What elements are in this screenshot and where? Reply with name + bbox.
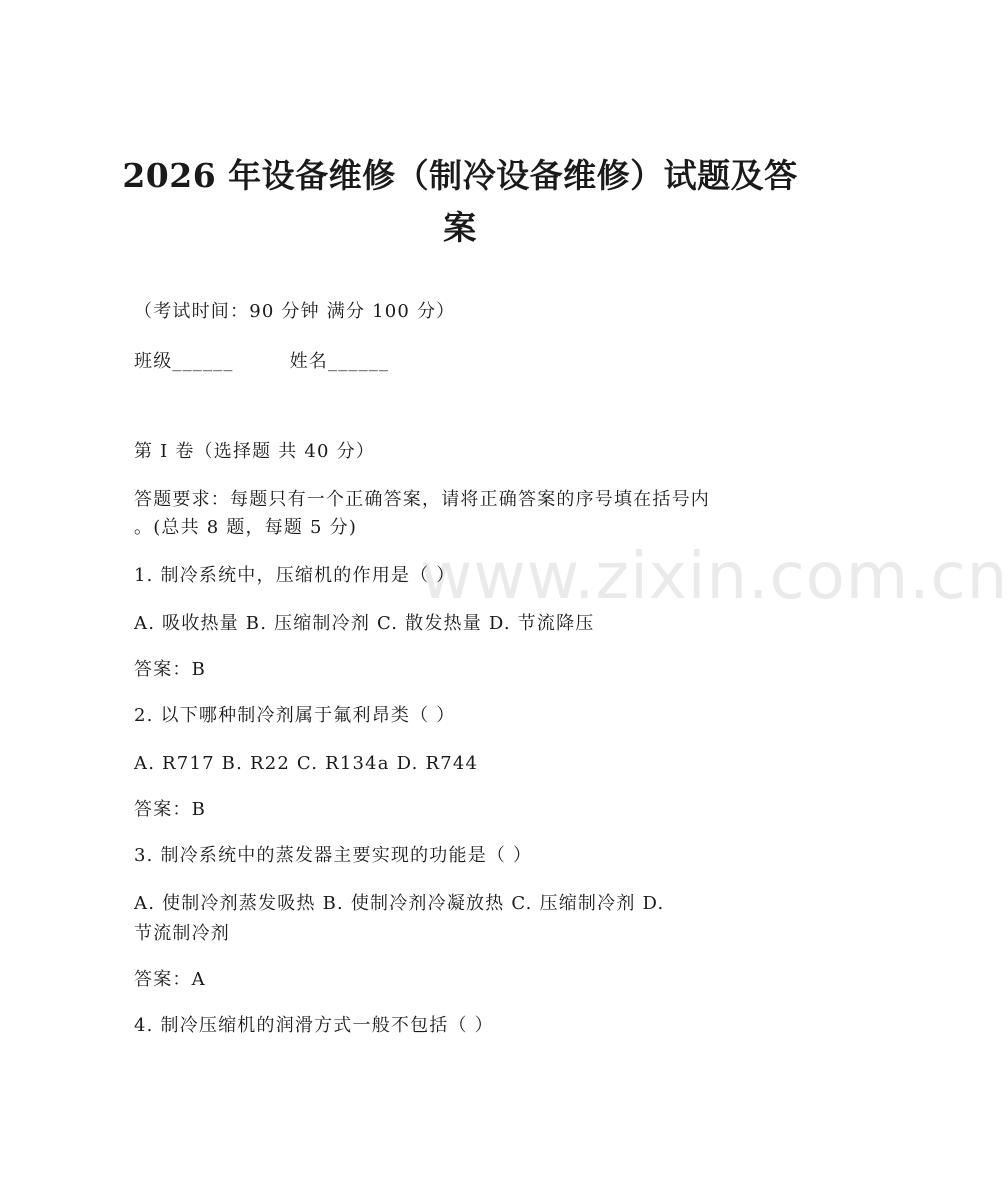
question-4-stem: 4. 制冷压缩机的润滑方式一般不包括（ ）	[134, 1015, 494, 1036]
question-3-options-line-1: A. 使制冷剂蒸发吸热 B. 使制冷剂冷凝放热 C. 压缩制冷剂 D.	[134, 893, 665, 914]
name-field: 姓名______	[289, 351, 390, 372]
question-1-answer: 答案：B	[134, 659, 207, 680]
class-field: 班级______	[134, 351, 234, 372]
question-3-options-line-2: 节流制冷剂	[134, 923, 230, 944]
question-1-stem: 1. 制冷系统中，压缩机的作用是（ ）	[134, 565, 456, 586]
title-line-1: 2026 年设备维修（制冷设备维修）试题及答	[122, 156, 798, 195]
question-3-answer: 答案：A	[134, 969, 206, 990]
student-info-row	[134, 348, 389, 376]
document-title	[110, 150, 810, 254]
instructions-line-2: 。(总共 8 题，每题 5 分)	[134, 517, 358, 538]
exam-info: （考试时间：90 分钟 满分 100 分）	[134, 301, 456, 322]
instructions-line-1: 答题要求：每题只有一个正确答案，请将正确答案的序号填在括号内	[134, 489, 710, 510]
question-1-options: A. 吸收热量 B. 压缩制冷剂 C. 散发热量 D. 节流降压	[134, 613, 595, 634]
watermark: www.zixin.com.cn	[420, 540, 1008, 614]
question-2-answer: 答案：B	[134, 799, 207, 820]
section-title: 第 I 卷（选择题 共 40 分）	[134, 441, 376, 462]
title-line-2: 案	[443, 208, 477, 247]
question-2-stem: 2. 以下哪种制冷剂属于氟利昂类（ ）	[134, 705, 456, 726]
question-3-stem: 3. 制冷系统中的蒸发器主要实现的功能是（ ）	[134, 845, 533, 866]
question-2-options: A. R717 B. R22 C. R134a D. R744	[134, 753, 479, 774]
